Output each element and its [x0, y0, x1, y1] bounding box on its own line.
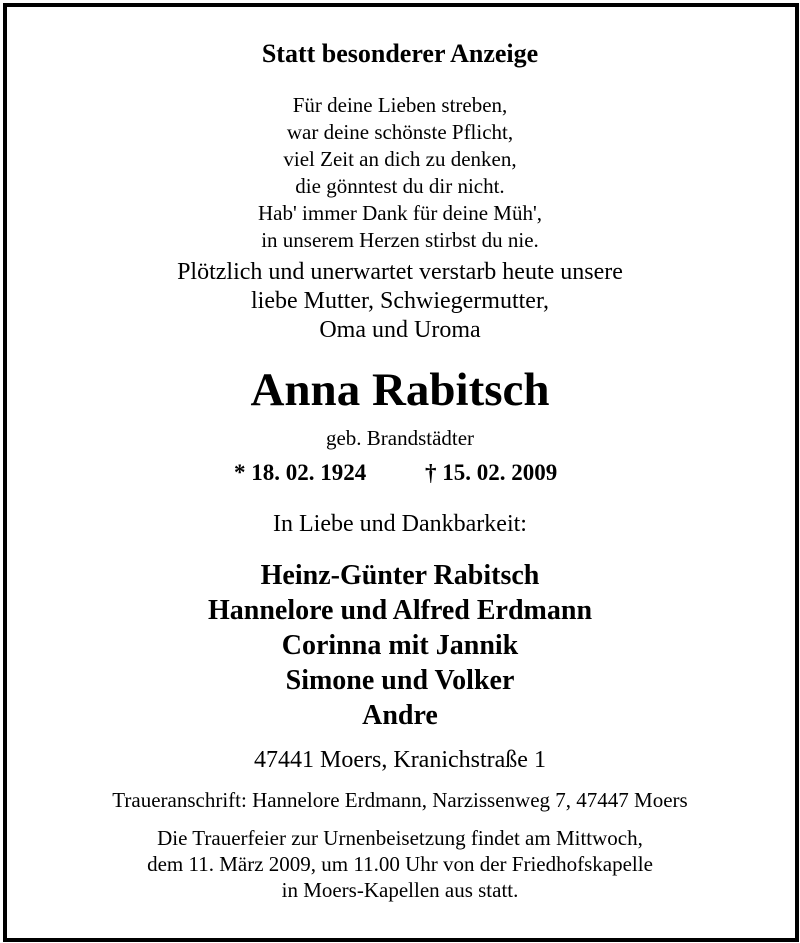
announcement-line: liebe Mutter, Schwiegermutter, — [251, 288, 549, 314]
birth-date: * 18. 02. 1924 — [234, 460, 367, 485]
mourner-name: Hannelore und Alfred Erdmann — [207, 595, 593, 626]
mourner-name: Heinz-Günter Rabitsch — [260, 560, 540, 591]
mourner-name: Simone und Volker — [285, 665, 515, 696]
death-date: † 15. 02. 2009 — [425, 460, 558, 485]
poem-line: die gönntest du dir nicht. — [295, 174, 505, 198]
service-line: dem 11. März 2009, um 11.00 Uhr von der Friedhofskapelle — [147, 852, 653, 876]
announcement-line: Plötzlich und unerwartet verstarb heute unsere — [177, 259, 623, 285]
poem — [0, 92, 800, 254]
mourners-list — [0, 558, 800, 733]
poem-line: war deine schönste Pflicht, — [286, 120, 514, 144]
mourner-name: Corinna mit Jannik — [281, 630, 519, 661]
maiden-name: geb. Brandstädter — [325, 426, 475, 450]
poem-line: Hab' immer Dank für deine Müh', — [258, 201, 542, 225]
announcement-line: Oma und Uroma — [319, 317, 481, 343]
poem-line: viel Zeit an dich zu denken, — [283, 147, 517, 171]
funeral-service-info — [0, 825, 800, 903]
mourner-name: Andre — [362, 700, 438, 731]
notice-header: Statt besonderer Anzeige — [261, 39, 539, 68]
service-line: Die Trauerfeier zur Urnenbeisetzung findet am Mittwoch, — [157, 826, 643, 850]
thanks-line: In Liebe und Dankbarkeit: — [273, 511, 527, 537]
mourning-address: Traueranschrift: Hannelore Erdmann, Narzissenweg 7, 47447 Moers — [112, 788, 688, 812]
deceased-name: Anna Rabitsch — [250, 364, 550, 416]
poem-line: Für deine Lieben streben, — [292, 93, 508, 117]
service-line: in Moers-Kapellen aus statt. — [281, 878, 519, 902]
poem-line: in unserem Herzen stirbst du nie. — [261, 228, 539, 252]
death-announcement — [0, 258, 800, 345]
family-address: 47441 Moers, Kranichstraße 1 — [254, 747, 546, 773]
